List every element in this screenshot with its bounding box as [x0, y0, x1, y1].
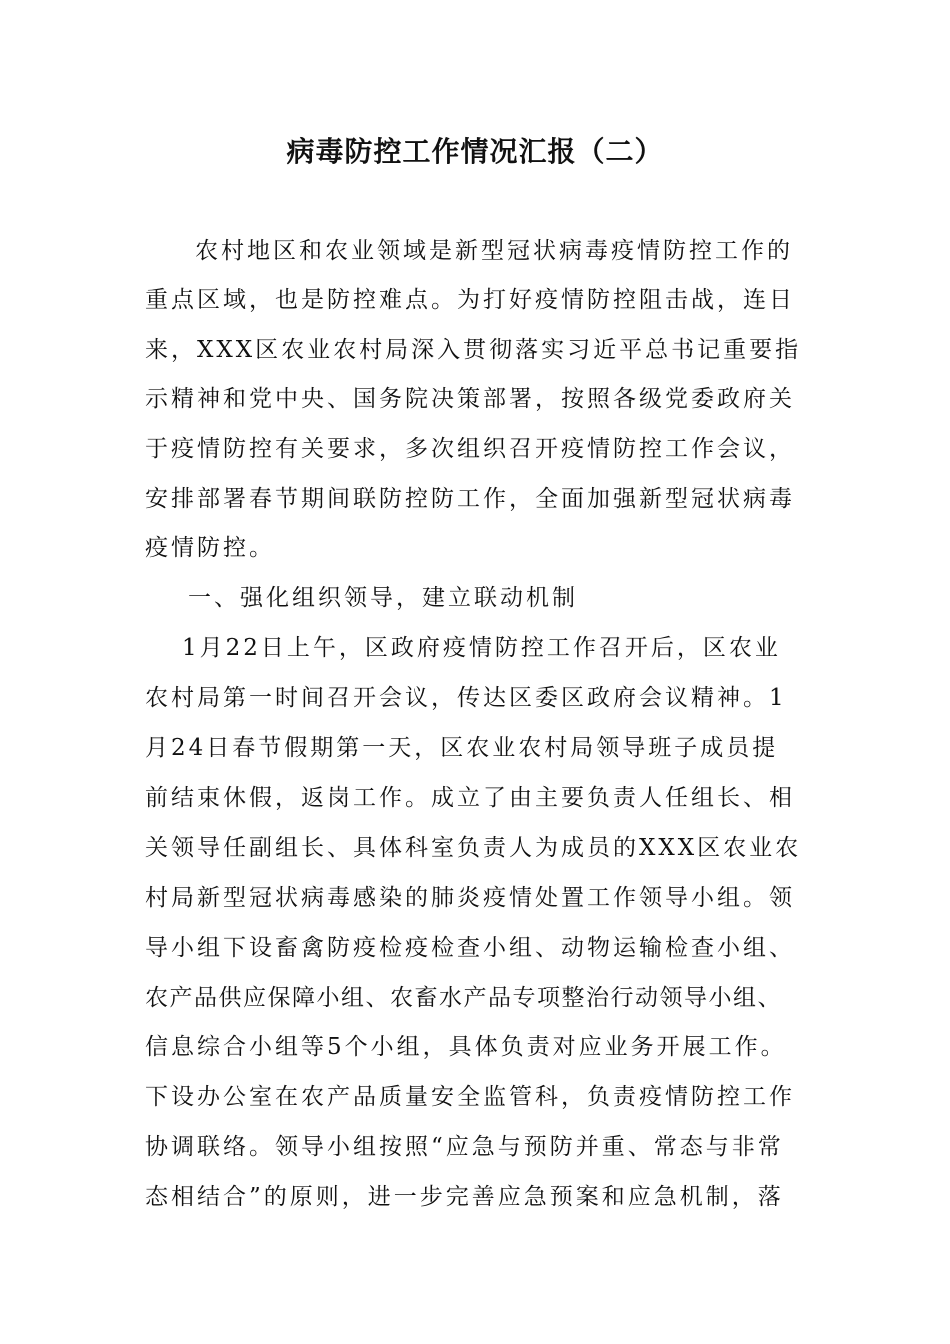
paragraph-line: 农产品供应保障小组、农畜水产品专项整治行动领导小组、: [145, 985, 782, 1011]
paragraph-line: 信息综合小组等5个小组，具体负责对应业务开展工作。: [145, 1034, 787, 1060]
paragraph-line: 疫情防控。: [145, 535, 275, 561]
paragraph-line: 协调联络。领导小组按照“应急与预防并重、常态与非常: [145, 1134, 784, 1160]
paragraph-line: 月24日春节假期第一天，区农业农村局领导班子成员提: [145, 735, 779, 761]
paragraph-line: 导小组下设畜禽防疫检疫检查小组、动物运输检查小组、: [145, 935, 795, 961]
paragraph-line: 农村局第一时间召开会议，传达区委区政府会议精神。1: [145, 685, 787, 711]
paragraph-line: 示精神和党中央、国务院决策部署，按照各级党委政府关: [145, 386, 795, 412]
paragraph-line: 1月22日上午，区政府疫情防控工作召开后，区农业: [182, 635, 781, 661]
paragraph-line: 重点区域，也是防控难点。为打好疫情防控阻击战，连日: [145, 287, 795, 313]
paragraph-line: 村局新型冠状病毒感染的肺炎疫情处置工作领导小组。领: [145, 885, 795, 911]
paragraph-line: 来，XXX区农业农村局深入贯彻落实习近平总书记重要指: [145, 337, 802, 363]
section-heading: 一、强化组织领导，建立联动机制: [188, 585, 578, 611]
document-title: 病毒防控工作情况汇报（二）: [286, 135, 664, 168]
paragraph-line: 态相结合”的原则，进一步完善应急预案和应急机制，落: [145, 1184, 784, 1210]
paragraph-line: 关领导任副组长、具体科室负责人为成员的XXX区农业农: [145, 835, 802, 861]
paragraph-line: 于疫情防控有关要求，多次组织召开疫情防控工作会议，: [145, 436, 795, 462]
paragraph-line: 农村地区和农业领域是新型冠状病毒疫情防控工作的: [195, 238, 793, 264]
paragraph-line: 安排部署春节期间联防控防工作，全面加强新型冠状病毒: [145, 486, 795, 512]
paragraph-line: 前结束休假，返岗工作。成立了由主要负责人任组长、相: [145, 785, 795, 811]
paragraph-line: 下设办公室在农产品质量安全监管科，负责疫情防控工作: [145, 1084, 795, 1110]
